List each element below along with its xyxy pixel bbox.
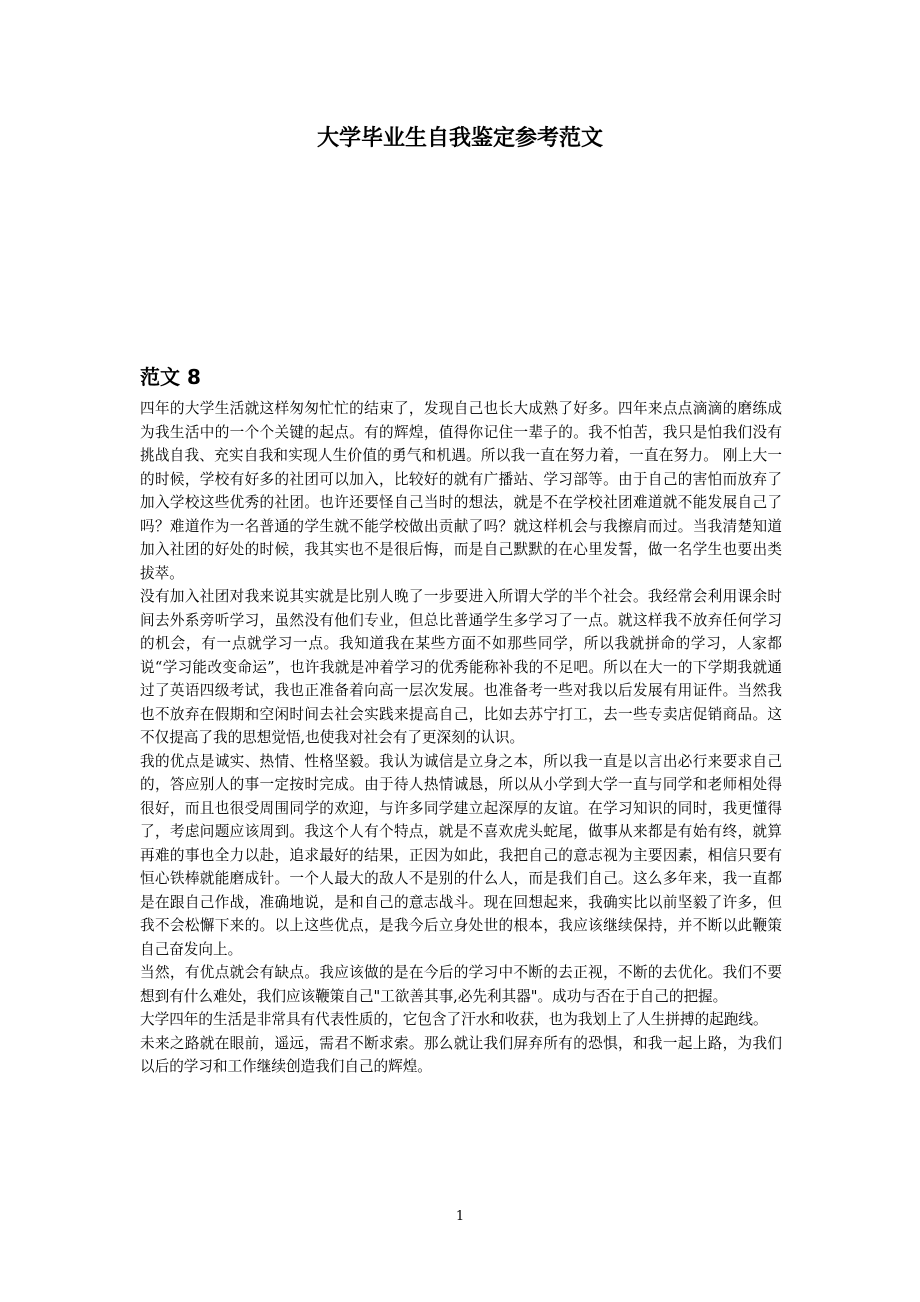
paragraph: 大学四年的生活是非常具有代表性质的，它包含了汗水和收获，也为我划上了人生拼搏的起跑线。	[140, 1011, 768, 1028]
paragraph: 没有加入社团对我来说其实就是比别人晚了一步要进入所谓大学的半个社会。我经常会利用课余时间去外系旁听学习，虽然没有他们专业，但总比普通学生多学习了一点。就这样我不放弃任何学习的机会，有一点就学习一点。我知道我在某些方面不如那些同学，所以我就拼命的学习，人家都说“学习能改变命运”，也许我就是冲着学习的优秀能称补我的不足吧。所以在大一的下学期我就通过了英语四级考试，我也正准备着向高一层次发展。也准备考一些对我以后发展有用证件。当然我也不放弃在假期和空闲时间去社会实践来提高自己，比如去苏宁打工，去一些专卖店促销商品。这不仅提高了我的思想觉悟,也使我对社会有了更深刻的认识。	[140, 588, 782, 746]
section-heading: 范文 8	[140, 365, 201, 389]
paragraph: 未来之路就在眼前，遥远，需君不断求索。那么就让我们屏弃所有的恐惧，和我一起上路，为我们以后的学习和工作继续创造我们自己的辉煌。	[140, 1034, 782, 1075]
paragraph: 四年的大学生活就这样匆匆忙忙的结束了，发现自己也长大成熟了好多。四年来点点滴滴的磨练成为我生活中的一个个关键的起点。有的辉煌，值得你记住一辈子的。我不怕苦，我只是怕我们没有挑战自我、充实自我和实现人生价值的勇气和机遇。所以我一直在努力着，一直在努力。 刚上大一的时候，学校有好多的社团可以加入，比较好的就有广播站、学习部等。由于自己的害怕而放弃了加入学校这些优秀的社团。也许还要怪自己当时的想法，就是不在学校社团难道就不能发展自己了吗？难道作为一名普通的学生就不能学校做出贡献了吗？就这样机会与我擦肩而过。当我清楚知道加入社团的好处的时候，我其实也不是很后悔，而是自己默默的在心里发誓，做一名学生也要出类拔萃。	[140, 400, 782, 582]
paragraph: 我的优点是诚实、热情、性格坚毅。我认为诚信是立身之本，所以我一直是以言出必行来要求自己的，答应别人的事一定按时完成。由于待人热情诚恳，所以从小学到大学一直与同学和老师相处得很好，而且也很受周围同学的欢迎，与许多同学建立起深厚的友谊。在学习知识的同时，我更懂得了，考虑问题应该周到。我这个人有个特点，就是不喜欢虎头蛇尾，做事从来都是有始有终，就算再难的事也全力以赴，追求最好的结果，正因为如此，我把自己的意志视为主要因素，相信只要有恒心铁棒就能磨成针。一个人最大的敌人不是别的什么人，而是我们自己。这么多年来，我一直都是在跟自己作战，准确地说，是和自己的意志战斗。现在回想起来，我确实比以前坚毅了许多，但我不会松懈下来的。以上这些优点，是我今后立身处世的根本，我应该继续保持，并不断以此鞭策自己奋发向上。	[140, 752, 782, 958]
body-text	[140, 397, 782, 1079]
page-number: 1	[455, 1209, 465, 1224]
paragraph: 当然，有优点就会有缺点。我应该做的是在今后的学习中不断的去正视，不断的去优化。我们不要想到有什么难处，我们应该鞭策自己"工欲善其事,必先利其器"。成功与否在于自己的把握。	[140, 964, 782, 1005]
document-title: 大学毕业生自我鉴定参考范文	[316, 126, 603, 151]
